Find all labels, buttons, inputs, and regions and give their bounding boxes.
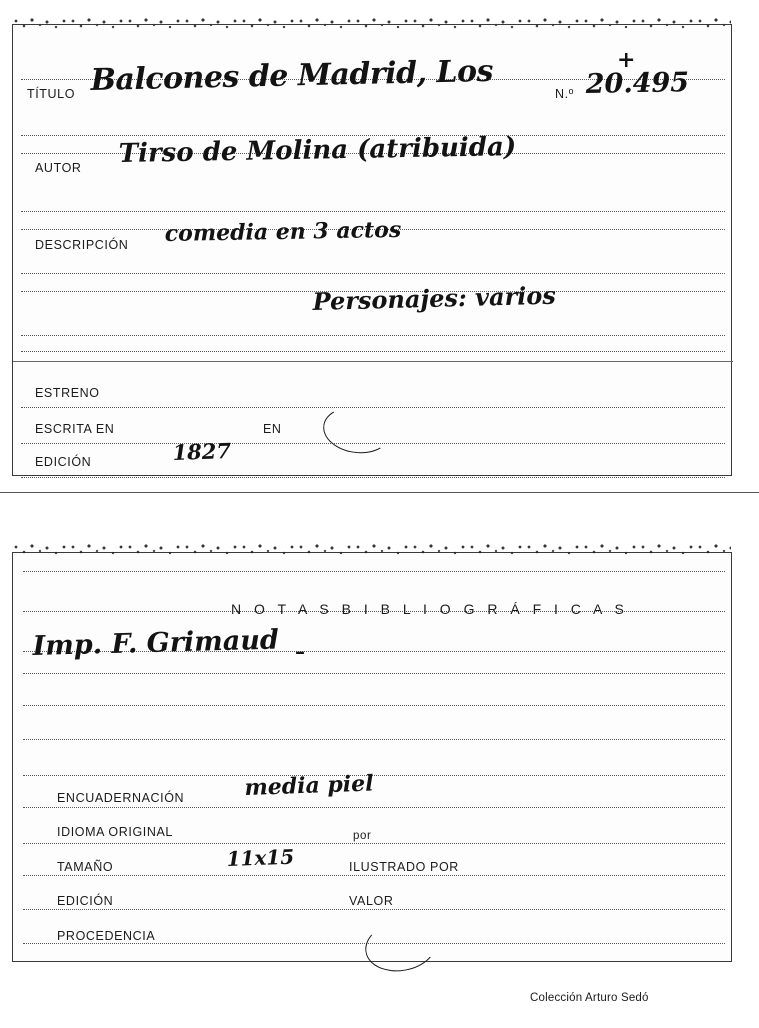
scan-noise-top-edge [13,17,731,31]
notes-dash: – [295,639,305,663]
field-value-encuadernacion: media piel [244,770,374,801]
rule-line [23,909,725,910]
field-label-valor: VALOR [349,894,394,908]
section-title-notas-bibliograficas: N O T A S B I B L I O G R Á F I C A S [231,601,629,617]
scan-noise-top-edge [13,543,731,557]
rule-line [23,807,725,808]
field-label-descripcion: DESCRIPCIÓN [35,238,129,252]
field-label-procedencia: PROCEDENCIA [57,929,156,943]
field-value-tamano: 11x15 [226,844,295,871]
rule-line [21,273,725,274]
field-label-en: EN [263,422,282,436]
rule-line [21,335,725,336]
field-value-autor: Tirso de Molina (atribuida) [118,132,517,169]
field-label-por: por [353,830,372,842]
catalog-card-bottom [12,552,732,962]
collection-credit: Colección Arturo Sedó [530,992,649,1004]
rule-line [23,673,725,674]
field-label-ilustrado-por: ILUSTRADO POR [349,860,459,874]
rule-line [23,843,725,844]
rule-line [23,875,725,876]
field-label-tamano: TAMAÑO [57,860,114,874]
field-label-encuadernacion: ENCUADERNACIÓN [57,791,185,805]
rule-line [23,571,725,572]
rule-line [21,407,725,408]
field-value-personajes: Personajes: varios [312,280,557,316]
rule-line [23,775,725,776]
field-value-descripcion: comedia en 3 actos [164,216,402,247]
rule-line [23,739,725,740]
rule-line [23,705,725,706]
field-value-titulo: Balcones de Madrid, Los [90,53,494,98]
rule-line [13,361,733,362]
ink-smudge [361,915,441,977]
ink-smudge [320,402,394,457]
numero-cross-mark: + [617,47,636,73]
card-separator [0,492,759,493]
field-label-autor: AUTOR [35,161,82,175]
field-label-edicion-bottom: EDICIÓN [57,894,114,908]
rule-line [21,211,725,212]
field-label-edicion: EDICIÓN [35,455,92,469]
notes-value-imprenta: Imp. F. Grimaud [32,624,280,662]
field-label-numero: N.º [555,87,574,101]
rule-line [21,477,725,478]
rule-line [21,351,725,352]
field-value-edicion: 1827 [172,437,232,465]
field-label-idioma-original: IDIOMA ORIGINAL [57,825,173,839]
field-label-escrita-en: ESCRITA EN [35,422,115,436]
field-value-numero: 20.495 [585,67,690,100]
catalog-card-top [12,24,732,476]
field-label-titulo: TÍTULO [27,87,76,101]
field-label-estreno: ESTRENO [35,386,100,400]
